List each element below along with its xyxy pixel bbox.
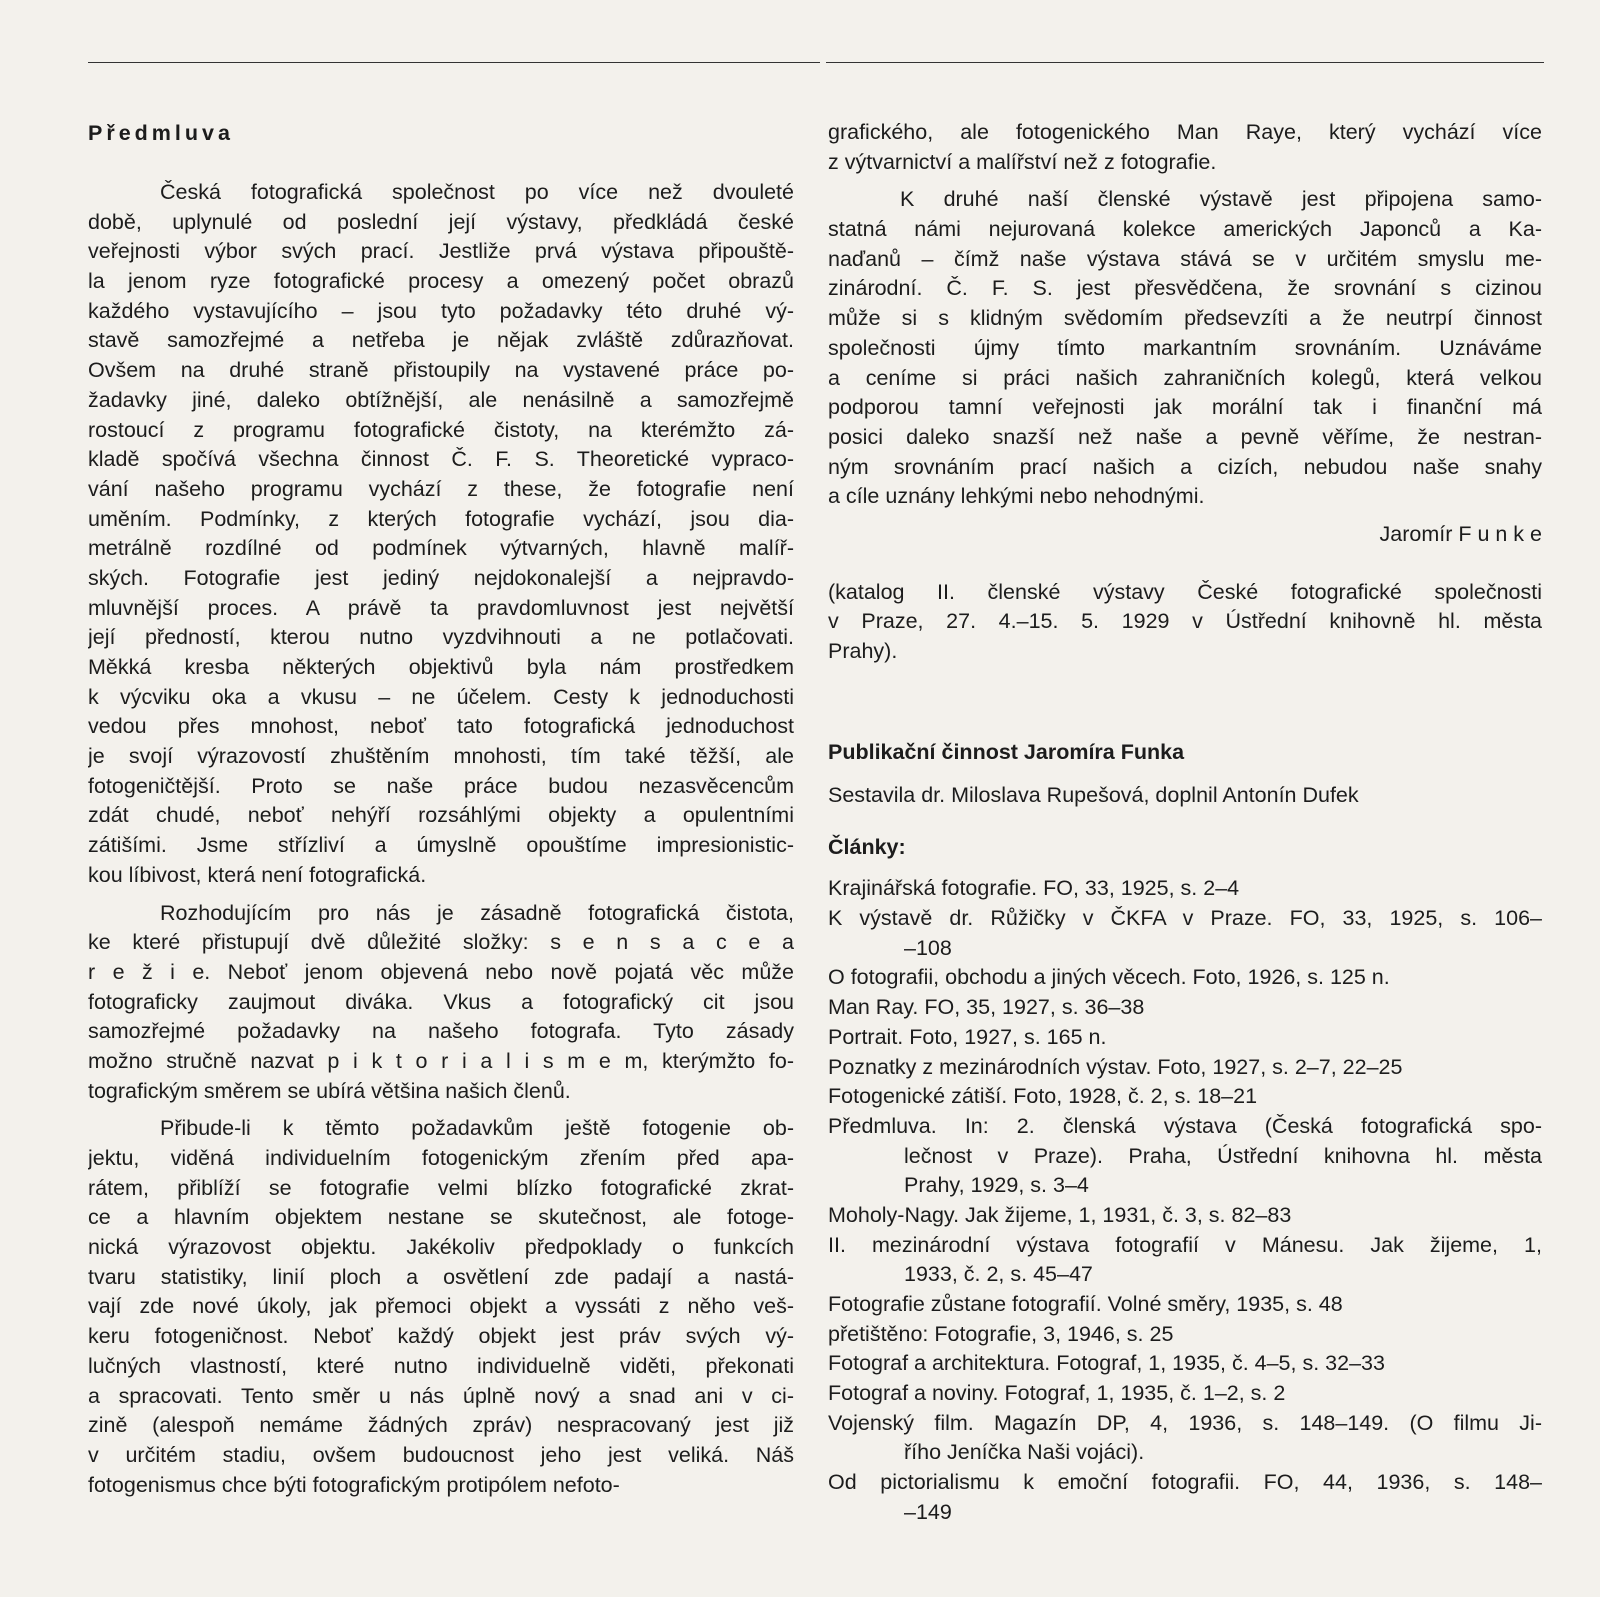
text-line: žadavky jiné, daleko obtížnější, ale nenásilně a samozřejmě (88, 387, 794, 412)
text-line: posici daleko snazší než naše a pevně věříme, že nestran- (828, 424, 1542, 449)
text-line: ských. Fotografie jest jediný nejdokonalejší a nejpravdo- (88, 565, 794, 590)
text-line: stavě samozřejmé a netřeba je nějak zvláště zdůrazňovat. (88, 328, 794, 353)
text-line: Ovšem na druhé straně přistoupily na vystavené práce po- (88, 358, 794, 383)
article-line: II. mezinárodní výstava fotografií v Mánesu. Jak žijeme, 1, (828, 1232, 1542, 1257)
article-line: lečnost v Praze). Praha, Ústřední knihovna hl. města (904, 1143, 1542, 1168)
paragraph (88, 899, 794, 1107)
paragraph (828, 118, 1542, 177)
top-rule-right (826, 62, 1544, 63)
article-entry (828, 1468, 1542, 1527)
article-line: K výstavě dr. Růžičky v ČKFA v Praze. FO, 33, 1925, s. 106– (828, 906, 1542, 931)
text-line: ným srovnáním prací našich a cizích, nebudou naše snahy (828, 454, 1542, 479)
article-entry (828, 904, 1542, 963)
article-line: Od pictorialismu k emoční fotografii. FO, 44, 1936, s. 148– (828, 1470, 1542, 1495)
left-column (88, 118, 794, 1508)
text-line: (katalog II. členské výstavy České fotografické společnosti (828, 579, 1542, 604)
paragraph (828, 185, 1542, 512)
article-line: Předmluva. In: 2. členská výstava (Česká fotografická spo- (828, 1113, 1542, 1138)
article-entry (828, 1053, 1542, 1083)
text-line: z výtvarnictví a malířství než z fotografie. (828, 149, 1217, 174)
article-line: Fotografie zůstane fotografií. Volné směry, 1935, s. 48 (828, 1292, 1343, 1316)
right-column (828, 118, 1542, 1528)
text-line: fotogenismus chce býti fotografickým protipólem nefoto- (88, 1472, 620, 1497)
article-line: Portrait. Foto, 1927, s. 165 n. (828, 1024, 1107, 1049)
article-line: přetištěno: Fotografie, 3, 1946, s. 25 (828, 1321, 1174, 1346)
text-line: každého vystavujícího – jsou tyto požadavky této druhé vý- (88, 298, 794, 323)
top-rule-left (88, 62, 820, 63)
article-entry (828, 1409, 1542, 1468)
article-line: Fotograf a noviny. Fotograf, 1, 1935, č. 1–2, s. 2 (828, 1381, 1286, 1406)
text-line: la jenom ryze fotografické procesy a omezený počet obrazů (88, 269, 794, 294)
text-line: a cíle uznány lehkými nebo nehodnými. (828, 484, 1205, 509)
text-line: Prahy). (828, 639, 898, 663)
article-line: Fotograf a architektura. Fotograf, 1, 1935, č. 4–5, s. 32–33 (828, 1351, 1385, 1376)
text-line: ke které přistupují dvě důležité složky: s e n s a c e a (88, 930, 794, 955)
article-entry (828, 1201, 1542, 1231)
text-line: zině (alespoň nemáme žádných zpráv) nespracovaný jest již (88, 1413, 794, 1438)
text-line: může si s klidným svědomím předsevzíti a že neutrpí činnost (828, 306, 1542, 331)
paragraph (88, 178, 794, 891)
article-line: 1933, č. 2, s. 45–47 (904, 1262, 1093, 1287)
text-line: k výcviku oka a vkusu – ne účelem. Cesty k jednoduchosti (88, 684, 794, 709)
text-line: Přibude-li k těmto požadavkům ještě fotogenie ob- (160, 1116, 794, 1141)
text-line: uměním. Podmínky, z kterých fotografie vychází, jsou dia- (88, 506, 794, 531)
article-line: Vojenský film. Magazín DP, 4, 1936, s. 148–149. (O filmu Ji- (828, 1410, 1542, 1435)
text-line: samozřejmé požadavky na našeho fotografa. Tyto zásady (88, 1019, 794, 1044)
text-line: nická výrazovost objektu. Jakékoliv předpoklady o funkcích (88, 1235, 794, 1260)
text-line: její předností, kterou nutno vyzdvihnouti a ne potlačovati. (88, 625, 794, 650)
text-line: statná námi nejurovaná kolekce amerických Japonců a Ka- (828, 217, 1542, 242)
foreword-continuation (828, 118, 1542, 512)
text-line: v určitém stadiu, ovšem budoucnost jeho jest veliká. Náš (88, 1442, 794, 1467)
article-entry (828, 1379, 1542, 1409)
text-line: zátišími. Jsme střízliví a úmyslně opouštíme impresionistic- (88, 833, 794, 858)
text-line: vají zde nové úkoly, jak přemoci objekt a vyssáti z něho veš- (88, 1294, 794, 1319)
text-line: zdát chudé, neboť nehýří rozsáhlými objekty a opulentními (88, 803, 794, 828)
bibliography-title: Publikační činnost Jaromíra Funka (828, 739, 1185, 764)
article-line: Prahy, 1929, s. 3–4 (904, 1173, 1089, 1198)
article-line: Fotogenické zátiší. Foto, 1928, č. 2, s. 18–21 (828, 1084, 1258, 1109)
text-line: Česká fotografická společnost po více než dvouleté (160, 180, 794, 204)
text-line: r e ž i e. Neboť jenom objevená nebo nově pojatá věc může (88, 959, 794, 984)
text-line: rátem, přiblíží se fotografie velmi blízko fotografické zkrat- (88, 1175, 794, 1200)
text-line: je svojí výrazovostí zhuštěním mnohosti, tím také těžší, ale (88, 744, 794, 769)
article-line: Krajinářská fotografie. FO, 33, 1925, s. 2–4 (828, 876, 1240, 901)
text-line: zinárodní. Č. F. S. jest přesvědčena, že srovnání s cizinou (828, 276, 1542, 301)
article-entry (828, 1023, 1542, 1053)
text-line: kou líbivost, která není fotografická. (88, 862, 427, 887)
article-entry (828, 963, 1542, 993)
text-line: grafického, ale fotogenického Man Raye, který vychází více (828, 120, 1542, 144)
text-line: v Praze, 27. 4.–15. 5. 1929 v Ústřední knihovně hl. města (828, 609, 1542, 634)
articles-heading: Články: (828, 835, 906, 860)
text-line: mluvnější proces. A právě ta pravdomluvnost jest největší (88, 595, 794, 620)
article-line: Poznatky z mezinárodních výstav. Foto, 1927, s. 2–7, 22–25 (828, 1054, 1403, 1079)
article-line: –149 (904, 1499, 952, 1524)
article-entry (828, 1290, 1542, 1320)
article-entry (828, 1112, 1542, 1201)
text-line: fotogeničtější. Proto se naše práce budou nezasvěcencům (88, 773, 794, 798)
text-line: tografickým směrem se ubírá většina našich členů. (88, 1078, 571, 1103)
article-line: řího Jeníčka Naši vojáci). (904, 1440, 1145, 1465)
text-line: metrálně rozdílné od podmínek výtvarných, hlavně malíř- (88, 536, 794, 561)
article-line: O fotografii, obchodu a jiných věcech. Foto, 1926, s. 125 n. (828, 965, 1390, 990)
text-line: podporou tamní veřejnosti jak morální tak i finanční má (828, 395, 1542, 420)
article-entry (828, 874, 1542, 904)
text-line: možno stručně nazvat p i k t o r i a l i s m e m, kterýmžto fo- (88, 1048, 794, 1073)
article-entry (828, 993, 1542, 1023)
compiled-by: Sestavila dr. Miloslava Rupešová, doplnil Antonín Dufek (828, 782, 1359, 807)
signature: Jaromír F u n k e (1379, 521, 1542, 546)
text-line: a spracovati. Tento směr u nás úplně nový a snad ani v ci- (88, 1383, 794, 1408)
article-line: Moholy-Nagy. Jak žijeme, 1, 1931, č. 3, s. 82–83 (828, 1202, 1292, 1227)
article-entry (828, 1320, 1542, 1350)
source-note (828, 578, 1542, 667)
text-line: Rozhodujícím pro nás je zásadně fotografická čistota, (160, 900, 794, 925)
article-entry (828, 1349, 1542, 1379)
paragraph (88, 1114, 794, 1500)
text-line: jektu, viděná individuelním fotogenickým zřením před apa- (88, 1146, 794, 1170)
article-entry (828, 1082, 1542, 1112)
text-line: lučných vlastností, které nutno individuelně viděti, překonati (88, 1353, 794, 1378)
text-line: ce a hlavním objektem nestane se skutečnost, ale fotoge- (88, 1205, 794, 1230)
articles-list (828, 874, 1542, 1527)
article-line: –108 (904, 935, 952, 960)
article-line: Man Ray. FO, 35, 1927, s. 36–38 (828, 995, 1145, 1020)
text-line: naďanů – čímž naše výstava stává se v určitém smyslu me- (828, 246, 1542, 271)
text-line: kladě spočívá všechna činnost Č. F. S. Theoretické vypraco- (88, 447, 794, 472)
text-line: keru fotogeničnost. Neboť každý objekt jest práv svých vý- (88, 1324, 794, 1349)
text-line: rostoucí z programu fotografické čistoty, na kterémžto zá- (88, 417, 794, 442)
text-line: době, uplynulé od poslední její výstavy, předkládá české (88, 209, 794, 234)
text-line: fotograficky zaujmout diváka. Vkus a fotografický cit jsou (88, 989, 794, 1014)
text-line: Měkká kresba některých objektivů byla nám prostředkem (88, 655, 794, 679)
text-line: vání našeho programu vychází z these, že fotografie není (88, 476, 794, 501)
foreword-title: Předmluva (88, 121, 234, 145)
text-line: K druhé naší členské výstavě jest připojena samo- (900, 187, 1542, 212)
foreword-text (88, 178, 794, 1500)
text-line: a ceníme si práci našich zahraničních kolegů, která velkou (828, 365, 1542, 390)
article-entry (828, 1231, 1542, 1290)
text-line: společnosti újmy tímto markantním srovnáním. Uznáváme (828, 335, 1542, 360)
text-line: tvaru statistiky, linií ploch a osvětlení zde padají a nastá- (88, 1264, 794, 1289)
text-line: veřejnosti výbor svých prací. Jestliže prvá výstava připouště- (88, 239, 794, 264)
text-line: vedou přes mnohost, neboť tato fotografická jednoduchost (88, 714, 794, 739)
